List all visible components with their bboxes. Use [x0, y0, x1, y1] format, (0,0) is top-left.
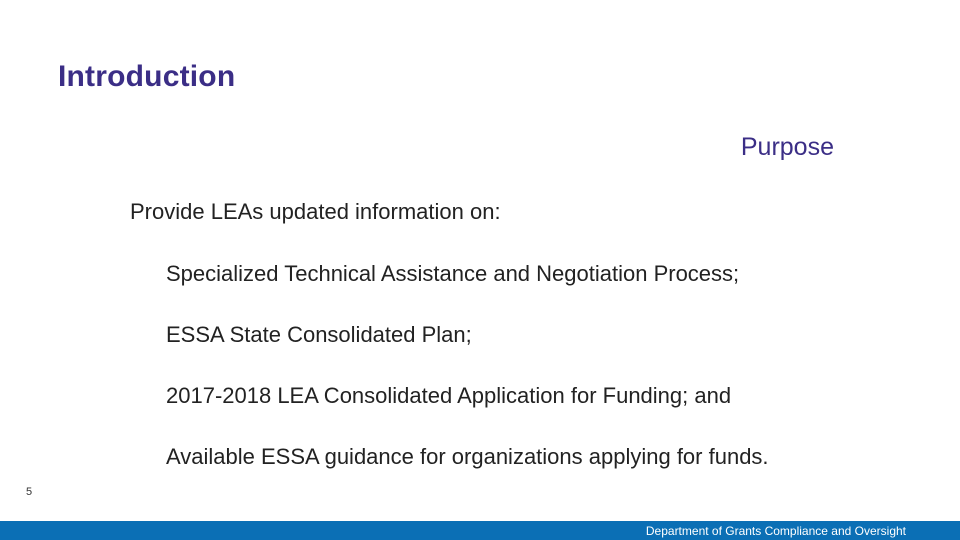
- slide-title: Introduction: [58, 60, 236, 93]
- section-label: Purpose: [740, 133, 834, 161]
- bullet-text: 2017-2018 LEA Consolidated Application for Funding; and: [166, 383, 732, 408]
- intro-text: Provide LEAs updated information on:: [130, 199, 501, 224]
- bullet-list: [126, 258, 846, 472]
- footer-text: Department of Grants Compliance and Oversight: [645, 524, 906, 538]
- bullet-item: [126, 380, 846, 411]
- page-number: 5: [26, 486, 33, 498]
- bullet-item: [126, 258, 846, 289]
- bullet-text: ESSA State Consolidated Plan;: [166, 322, 472, 347]
- bullet-item: [126, 319, 846, 350]
- bullet-text: Specialized Technical Assistance and Negotiation Process;: [166, 261, 740, 286]
- bullet-item: [126, 441, 846, 472]
- footer-bar: [0, 521, 960, 540]
- bullet-text: Available ESSA guidance for organizations applying for funds.: [166, 444, 769, 469]
